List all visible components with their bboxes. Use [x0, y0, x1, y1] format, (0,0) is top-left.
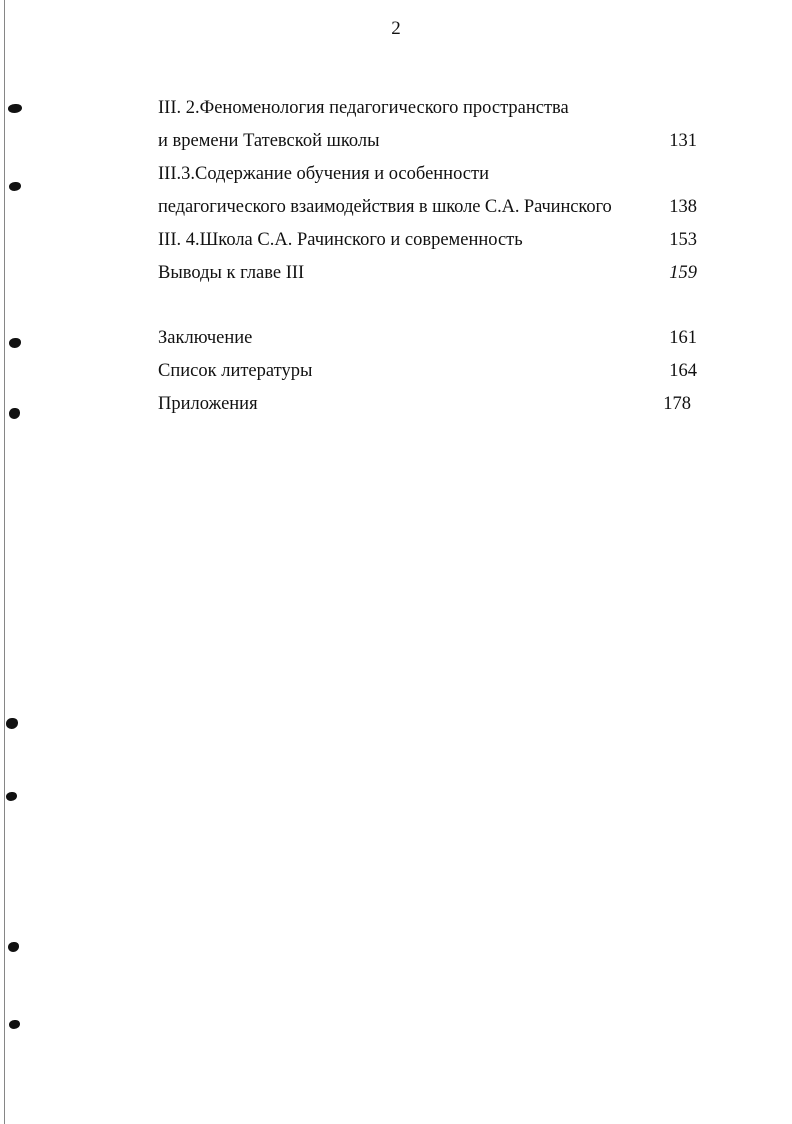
toc-entry-title: Заключение: [158, 328, 253, 348]
binding-edge-line: [4, 0, 5, 1124]
toc-entry-title: и времени Татевской школы: [158, 131, 380, 151]
toc-entry-title: III. 2.Феноменология педагогического пространства: [158, 98, 569, 118]
toc-entry: [158, 224, 703, 257]
table-of-contents: [158, 92, 703, 421]
toc-entry: [158, 388, 703, 421]
hole-punch-mark: [9, 182, 21, 191]
hole-punch-mark: [9, 338, 21, 348]
toc-entry-title: III. 4.Школа С.А. Рачинского и современность: [158, 230, 523, 250]
toc-entry-title: Приложения: [158, 394, 258, 414]
section-gap: [158, 290, 703, 322]
toc-entry-page: 161: [669, 328, 697, 348]
toc-entry: [158, 355, 703, 388]
toc-entry-page: 138: [669, 197, 697, 217]
hole-punch-mark: [9, 408, 20, 419]
toc-entry: [158, 322, 703, 355]
hole-punch-mark: [6, 792, 17, 801]
toc-entry-page: 131: [669, 131, 697, 151]
toc-entry-title: Список литературы: [158, 361, 313, 381]
hole-punch-mark: [8, 104, 22, 113]
toc-entry-title: Выводы к главе III: [158, 263, 305, 283]
toc-entry-title: педагогического взаимодействия в школе С.А. Рачинского: [158, 197, 612, 217]
toc-entry: [158, 92, 703, 125]
toc-entry: [158, 125, 703, 158]
toc-entry: [158, 257, 703, 290]
toc-entry-page: 153: [669, 230, 697, 250]
toc-entry-page: 178: [663, 394, 691, 414]
hole-punch-mark: [6, 718, 18, 729]
hole-punch-mark: [8, 942, 19, 952]
toc-entry-title: III.3.Содержание обучения и особенности: [158, 164, 489, 184]
toc-entry: [158, 191, 703, 224]
page-number: 2: [391, 18, 401, 39]
toc-entry-page: 159: [669, 263, 697, 283]
toc-entry: [158, 158, 703, 191]
toc-entry-page: 164: [669, 361, 697, 381]
hole-punch-mark: [9, 1020, 20, 1029]
